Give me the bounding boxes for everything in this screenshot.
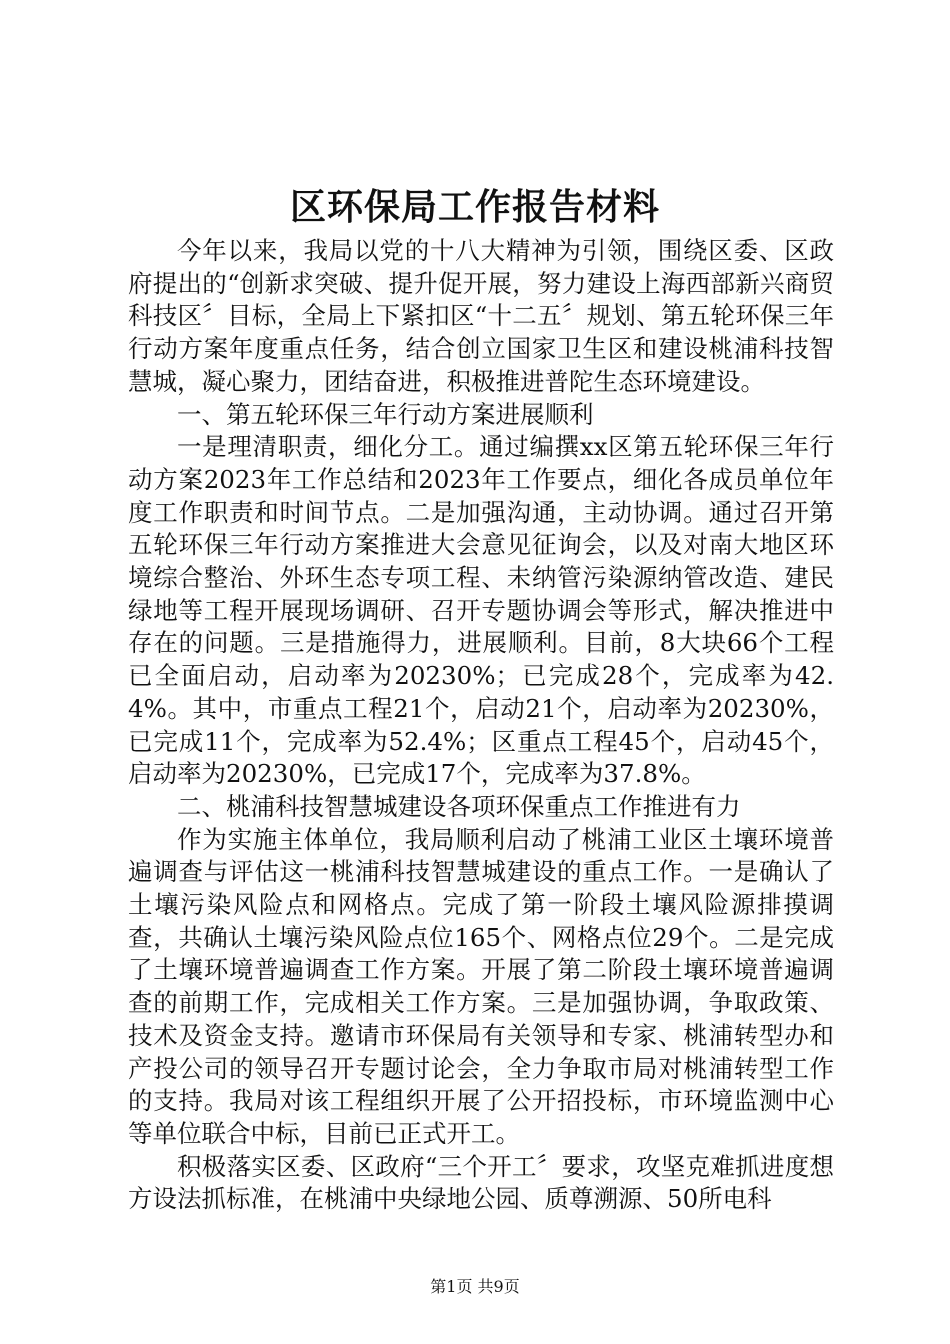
document-body <box>128 235 834 1216</box>
section-heading-1: 一、第五轮环保三年行动方案进展顺利 <box>177 399 594 429</box>
paragraph-intro: 今年以来，我局以党的十八大精神为引领，围绕区委、区政府提出的“创新求突破、提升促开展，努力建设上海西部新兴商贸科技区〞目标，全局上下紧扣区“十二五〞规划、第五轮环保三年行动方案年度重点任务，结合创立国家卫生区和建设桃浦科技智慧城，凝心聚力，团结奋进，积极推进普陀生态环境建设。 <box>128 236 834 396</box>
page-title: 区环保局工作报告材料 <box>289 186 660 228</box>
page-number: 第1页 共9页 <box>430 1277 520 1296</box>
paragraph-section-2: 作为实施主体单位，我局顺利启动了桃浦工业区土壤环境普遍调查与评估这一桃浦科技智慧城建设的重点工作。一是确认了土壤污染风险点和网格点。完成了第一阶段土壤风险源排摸调查，共确认土壤污染风险点位165个、网格点位29个。二是完成了土壤环境普遍调查工作方案。开展了第二阶段土壤环境普遍调查的前期工作，完成相关工作方案。三是加强协调，争取政策、技术及资金支持。邀请市环保局有关领导和专家、桃浦转型办和产投公司的领导召开专题讨论会，全力争取市局对桃浦转型工作的支持。我局对该工程组织开展了公开招投标，市环境监测中心等单位联合中标，目前已正式开工。 <box>128 824 834 1148</box>
paragraph-continued: 积极落实区委、区政府“三个开工〞要求，攻坚克难抓进度想方设法抓标准，在桃浦中央绿地公园、质尊溯源、50所电科 <box>128 1151 834 1214</box>
section-heading-2: 二、桃浦科技智慧城建设各项环保重点工作推进有力 <box>177 791 741 821</box>
paragraph-section-1: 一是理清职责，细化分工。通过编撰xx区第五轮环保三年行动方案2023年工作总结和2023年工作要点，细化各成员单位年度工作职责和时间节点。二是加强沟通，主动协调。通过召开第五轮环保三年行动方案推进大会意见征询会，以及对南大地区环境综合整治、外环生态专项工程、未纳管污染源纳管改造、建民绿地等工程开展现场调研、召开专题协调会等形式，解决推进中存在的问题。三是措施得力，进展顺利。目前，8大块66个工程已全面启动，启动率为20230%；已完成28个，完成率为42.4%。其中，市重点工程21个，启动21个，启动率为20230%，已完成11个，完成率为52.4%；区重点工程45个，启动45个，启动率为20230%，已完成17个，完成率为37.8%。 <box>128 432 834 789</box>
